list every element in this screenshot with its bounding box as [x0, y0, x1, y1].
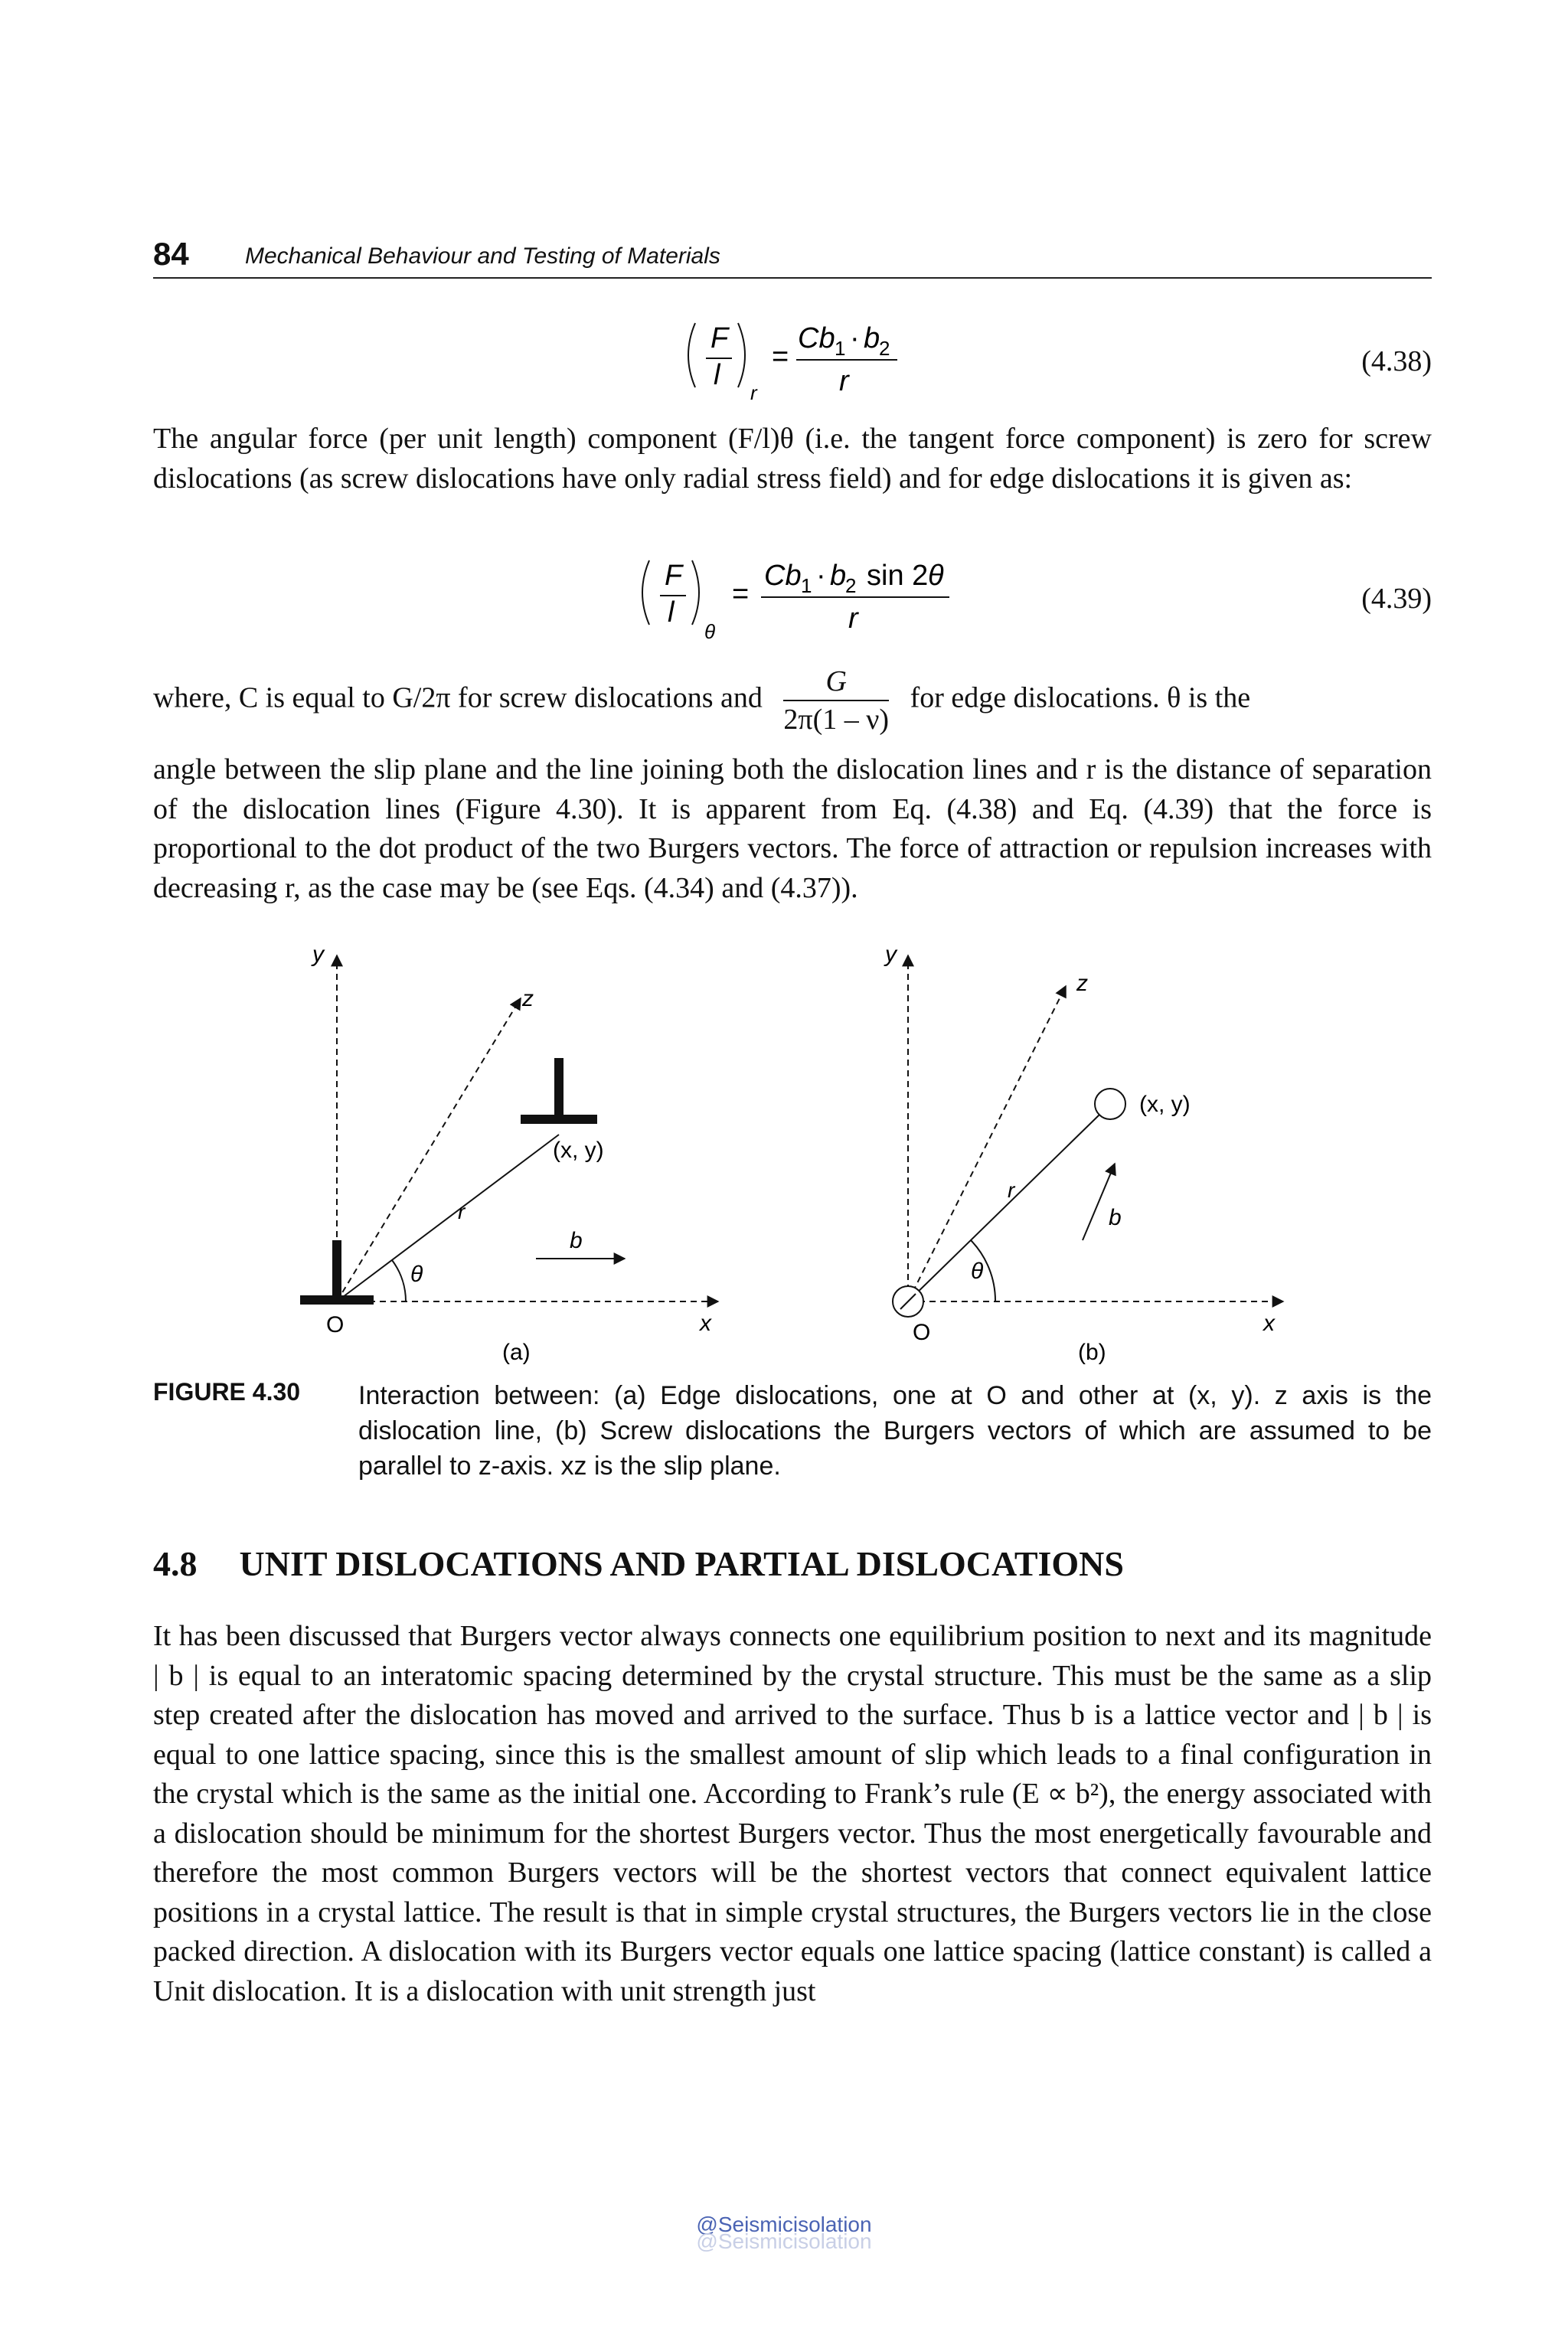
panel-label: (a)	[502, 1340, 531, 1365]
figure-4-30	[0, 934, 1568, 1378]
paragraph-text: angle between the slip plane and the line joining both the dislocation lines and r is the distance of separation of the dislocation lines (Figure 4.30). It is apparent from Eq. (4.38) and Eq. (4.39) that the force is proportional to the dot product of the two Burgers vectors. The force of attraction or repulsion increases with decreasing r, as the case may be (see Eqs. (4.34) and (4.37)).	[153, 753, 1432, 904]
svg-text:θ: θ	[928, 560, 944, 592]
z-axis-label: z	[522, 986, 534, 1011]
panel-a-edge-dislocations	[300, 942, 718, 1365]
theta-label: θ	[971, 1259, 984, 1284]
svg-text:·: ·	[850, 322, 860, 354]
x-axis-label: x	[1263, 1311, 1275, 1336]
svg-text:1: 1	[835, 337, 846, 360]
svg-text:r: r	[839, 365, 849, 397]
r-line	[908, 1115, 1099, 1301]
screw-dislocation-xy	[1095, 1089, 1125, 1119]
section-heading	[153, 1543, 1124, 1584]
panel-b-screw-dislocations	[884, 942, 1283, 1365]
x-axis-label: x	[700, 1311, 711, 1336]
paragraph-unit-dislocations	[153, 1617, 1432, 2011]
y-axis-label: y	[312, 942, 324, 967]
svg-text:l: l	[714, 359, 720, 391]
svg-text:Cb: Cb	[798, 322, 835, 354]
svg-text:=: =	[772, 341, 789, 373]
footer-watermark: @Seismicisolation	[696, 2213, 872, 2236]
burgers-vector-label: b	[1109, 1205, 1122, 1230]
section-number: 4.8	[153, 1544, 198, 1583]
panel-label: (b)	[1078, 1340, 1106, 1365]
edge-constant-fraction	[783, 663, 889, 738]
fraction-numerator: G	[783, 663, 889, 701]
equation-number-4-39: (4.39)	[1361, 583, 1432, 615]
z-axis-label: z	[1076, 971, 1088, 996]
point-label: (x, y)	[1139, 1092, 1191, 1117]
fraction-denominator: 2π(1 – ν)	[783, 704, 890, 736]
running-header	[153, 231, 1432, 279]
section-title: UNIT DISLOCATIONS AND PARTIAL DISLOCATIONS	[239, 1544, 1124, 1583]
page-number: 84	[153, 236, 189, 272]
figure-caption: Interaction between: (a) Edge dislocations, one at O and other at (x, y). z axis is the dislocation line, (b) Screw dislocations the Burgers vectors of which are assumed to be parallel to z-axis. xz is the slip plane.	[358, 1381, 1432, 1481]
theta-label: θ	[410, 1262, 423, 1287]
burgers-vector-label: b	[570, 1228, 583, 1253]
svg-text:θ: θ	[704, 620, 716, 643]
where-text-end: for edge dislocations. θ is the	[910, 681, 1251, 714]
equation-4-39	[628, 551, 965, 651]
z-axis	[908, 986, 1066, 1301]
paragraph-text: The angular force (per unit length) component (F/l)θ (i.e. the tangent force component) is zero for screw dislocations (as screw dislocations have only radial stress field) and for edge dislocations it is given as:	[153, 423, 1432, 495]
figure-label: FIGURE 4.30	[153, 1378, 301, 1406]
theta-arc	[392, 1260, 406, 1301]
r-label: r	[1008, 1178, 1015, 1202]
point-label: (x, y)	[553, 1138, 604, 1163]
paragraph-separation	[153, 750, 1432, 908]
paragraph-text: It has been discussed that Burgers vector always connects one equilibrium position to next and its magnitude | b | is equal to an interatomic spacing determined by the crystal structure. This must be the same as a slip step created after the dislocation has moved and arrived to the surface. Thus b is a lattice vector and | b | is equal to one lattice spacing, since this is the smallest amount of slip which leads to a final configuration in the crystal which is the same as the initial one. According to Frank’s rule (E ∝ b²), the energy associated with a dislocation should be minimum for the shortest Burgers vector. Thus the most energetically favourable and therefore the most common Burgers vectors will be the shortest vectors that connect equivalent lattice positions in a crystal lattice. The result is that in simple crystal structures, the Burgers vectors lie in the close packed direction. A dislocation with its Burgers vector equals one lattice spacing (lattice constant) is called a Unit dislocation. It is a dislocation with unit strength just	[153, 1620, 1432, 2007]
r-line	[337, 1135, 559, 1301]
z-axis	[337, 998, 521, 1301]
where-text-start: where, C is equal to G/2π for screw dislocations and	[153, 681, 763, 714]
svg-text:b: b	[830, 560, 847, 592]
paragraph-angular-force	[153, 420, 1432, 498]
svg-text:·: ·	[816, 560, 826, 592]
where-line	[153, 663, 1432, 738]
svg-text:2: 2	[845, 574, 857, 597]
svg-text:2: 2	[879, 337, 890, 360]
svg-text:b: b	[864, 322, 880, 354]
svg-text:F: F	[710, 322, 729, 354]
svg-text:sin 2: sin 2	[867, 560, 929, 592]
y-axis-label: y	[885, 942, 897, 967]
equation-4-38	[674, 314, 926, 413]
svg-text:r: r	[750, 381, 757, 404]
svg-text:r: r	[848, 603, 858, 635]
footer-watermark-shadow: @Seismicisolation	[696, 2229, 872, 2253]
origin-label: O	[326, 1312, 345, 1337]
svg-text:Cb: Cb	[764, 560, 802, 592]
svg-text:=: =	[732, 578, 750, 610]
svg-text:1: 1	[801, 574, 812, 597]
svg-text:l: l	[668, 596, 675, 629]
r-label: r	[458, 1200, 466, 1223]
origin-label: O	[913, 1320, 931, 1345]
book-title: Mechanical Behaviour and Testing of Materials	[245, 243, 720, 269]
svg-text:F: F	[665, 560, 683, 592]
equation-number-4-38: (4.38)	[1361, 345, 1432, 377]
